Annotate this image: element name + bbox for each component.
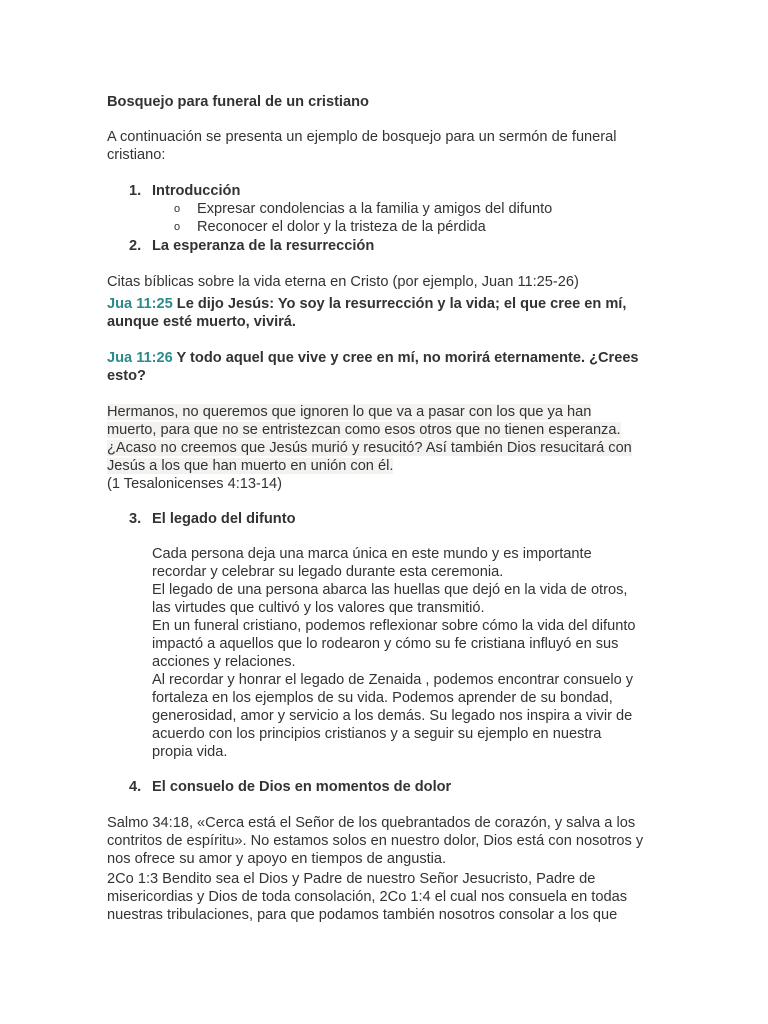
quote-line: muerto, para que no se entristezcan como esos otros que no tienen esperanza. xyxy=(107,422,621,438)
section-heading-legado: El legado del difunto xyxy=(152,511,296,527)
verse-text: aunque esté muerto, vivirá. xyxy=(107,314,296,330)
section-heading-esperanza: La esperanza de la resurrección xyxy=(152,238,375,254)
document-title: Bosquejo para funeral de un cristiano xyxy=(107,94,369,110)
section-number: 1. xyxy=(129,183,142,199)
verse-text: Le dijo Jesús: Yo soy la resurrección y la vida; el que cree en mí, xyxy=(172,296,627,312)
paragraph-line: generosidad, amor y servicio a los demás. Su legado nos inspira a vivir de xyxy=(152,708,633,724)
verse-jua-11-26 xyxy=(107,349,639,385)
paragraph-line: propia vida. xyxy=(152,744,228,760)
corinthians-paragraph xyxy=(107,870,627,924)
paragraph-line: impactó a aquellos que lo rodearon y cómo su fe cristiana influyó en sus xyxy=(152,636,619,652)
paragraph-line: En un funeral cristiano, podemos reflexionar sobre cómo la vida del difunto xyxy=(152,618,636,634)
paragraph-line: nos ofrece su amor y apoyo en tiempos de angustia. xyxy=(107,851,447,867)
thessalonians-quote xyxy=(107,403,632,493)
paragraph-line: misericordias y Dios de toda consolación, 2Co 1:4 el cual nos consuela en todas xyxy=(107,889,627,905)
paragraph-line: 2Co 1:3 Bendito sea el Dios y Padre de nuestro Señor Jesucristo, Padre de xyxy=(107,871,596,887)
section-heading-consuelo: El consuelo de Dios en momentos de dolor xyxy=(152,779,452,795)
quote-reference: (1 Tesalonicenses 4:13-14) xyxy=(107,476,282,492)
paragraph-line: nuestras tribulaciones, para que podamos también nosotros consolar a los que xyxy=(107,907,618,923)
paragraph-line: El legado de una persona abarca las huellas que dejó en la vida de otros, xyxy=(152,582,628,598)
paragraph-line: acciones y relaciones. xyxy=(152,654,296,670)
paragraph-line: recordar y celebrar su legado durante esta ceremonia. xyxy=(152,564,504,580)
intro-line: cristiano: xyxy=(107,147,166,163)
section-number: 4. xyxy=(129,779,142,795)
section-number: 2. xyxy=(129,238,142,254)
paragraph-line: fortaleza en los ejemplos de su vida. Podemos aprender de su bondad, xyxy=(152,690,613,706)
verse-text: Y todo aquel que vive y cree en mí, no morirá eternamente. ¿Crees xyxy=(172,350,639,366)
intro-paragraph xyxy=(107,128,617,164)
quote-line: Jesús a los que han muerto en unión con él. xyxy=(107,458,394,474)
paragraph-line: Cada persona deja una marca única en este mundo y es importante xyxy=(152,546,592,562)
paragraph-line: acuerdo con los principios cristianos y a seguir su ejemplo en nuestra xyxy=(152,726,602,742)
quote-line: ¿Acaso no creemos que Jesús murió y resucitó? Así también Dios resucitará con xyxy=(107,440,632,456)
list-item: Reconocer el dolor y la tristeza de la pérdida xyxy=(197,219,486,235)
verse-jua-11-25 xyxy=(107,295,626,331)
legado-paragraph xyxy=(152,545,636,761)
verse-reference-link[interactable]: Jua 11:26 xyxy=(107,350,173,366)
paragraph-line: las virtudes que cultivó y los valores que transmitió. xyxy=(152,600,485,616)
citas-line: Citas bíblicas sobre la vida eterna en Cristo (por ejemplo, Juan 11:25-26) xyxy=(107,274,579,290)
paragraph-line: Salmo 34:18, «Cerca está el Señor de los quebrantados de corazón, y salva a los xyxy=(107,815,636,831)
paragraph-line: contritos de espíritu». No estamos solos en nuestro dolor, Dios está con nosotros y xyxy=(107,833,644,849)
circle-bullet-icon: o xyxy=(174,203,181,215)
quote-line: Hermanos, no queremos que ignoren lo que va a pasar con los que ya han xyxy=(107,404,592,420)
verse-reference-link[interactable]: Jua 11:25 xyxy=(107,296,173,312)
paragraph-line: Al recordar y honrar el legado de Zenaida , podemos encontrar consuelo y xyxy=(152,672,634,688)
intro-line: A continuación se presenta un ejemplo de bosquejo para un sermón de funeral xyxy=(107,129,617,145)
circle-bullet-icon: o xyxy=(174,221,181,233)
section-heading-introduccion: Introducción xyxy=(152,183,241,199)
section-number: 3. xyxy=(129,511,142,527)
psalm-paragraph xyxy=(107,814,643,868)
verse-text: esto? xyxy=(107,368,146,384)
list-item: Expresar condolencias a la familia y amigos del difunto xyxy=(197,201,553,217)
